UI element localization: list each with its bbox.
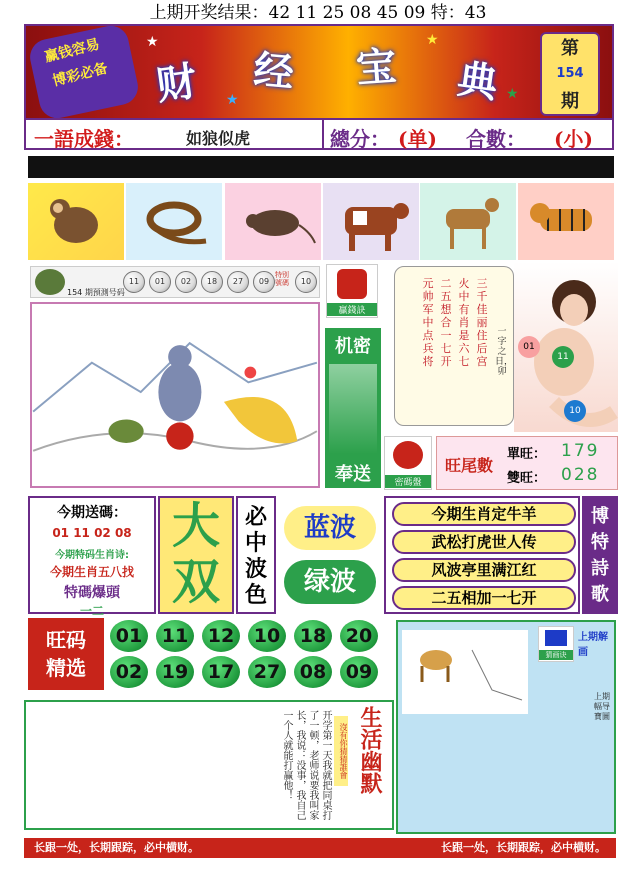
hot-code-ball: 10	[248, 620, 286, 652]
issue-box	[540, 32, 600, 116]
monkey-image	[28, 183, 124, 260]
sum-label: 合數：	[466, 127, 526, 151]
snake-image	[126, 183, 222, 260]
title-char-3: 宝	[354, 42, 398, 93]
secret-bottom: 奉送	[335, 464, 371, 485]
tiger-image	[518, 183, 614, 260]
send-code-numbers: 01 11 02 08	[52, 526, 132, 540]
special-note: 一二	[79, 604, 104, 618]
secret-top: 机密	[335, 336, 371, 357]
poem-line: 二五相加一七开	[392, 586, 576, 610]
prediction-ball: 27	[227, 271, 249, 293]
hot-code-ball: 18	[294, 620, 332, 652]
footer-right: 长跟一处，长期跟踪，必中横财。	[441, 841, 606, 854]
tail-number-box	[436, 436, 618, 490]
info-row	[24, 118, 614, 150]
title-banner	[24, 24, 614, 120]
model-photo	[514, 262, 618, 432]
poem-line: 风波亭里满江红	[392, 558, 576, 582]
phrase-label: 一語成錢：	[34, 127, 134, 151]
special-label: 特别號碼	[275, 271, 289, 287]
send-code-title: 今期送碼：	[57, 505, 127, 521]
title-char-4: 典	[454, 55, 501, 108]
scroll-column: 三千佳丽住后宫	[476, 277, 488, 368]
slogan-line-2: 博彩必备	[51, 60, 110, 90]
special-ball: 10	[295, 271, 317, 293]
poem-line: 武松打虎世人传	[392, 530, 576, 554]
hot-code-ball: 08	[294, 656, 332, 688]
star-icon: ★	[506, 86, 519, 102]
last-result-text: 上期开奖结果：42 11 25 08 45 09 特：43	[149, 3, 487, 23]
blue-wave: 蓝波	[284, 506, 376, 550]
riddle-picture	[30, 302, 320, 488]
sum-value: (小)	[554, 127, 593, 151]
prediction-ball: 01	[149, 271, 171, 293]
rat-image	[225, 183, 321, 260]
poem-scroll	[394, 266, 514, 426]
poem-line: 今期生肖定牛羊	[392, 502, 576, 526]
hot-code-ball: 27	[248, 656, 286, 688]
scroll-column: 二五想合一七开	[440, 277, 452, 368]
hot-code-ball: 17	[202, 656, 240, 688]
big-even-box	[158, 496, 234, 614]
riddle-illustration	[32, 304, 318, 486]
code-box-badge	[384, 436, 432, 490]
single-value: 179	[561, 441, 600, 461]
special-poem-tag	[582, 496, 618, 614]
title-char-1: 财	[153, 57, 200, 110]
double-label: 雙旺：	[507, 471, 547, 486]
star-icon: ★	[146, 34, 159, 50]
humor-text: 开学第一天我就把同桌打了一顿，老师说要我叫家长，我说：没事，我自己一个人就能打赢他！	[281, 710, 331, 820]
winning-tips-label: 贏錢訣	[327, 303, 377, 316]
goat-image	[420, 183, 516, 260]
hot-code-ball: 01	[110, 620, 148, 652]
hot-code-ball: 02	[110, 656, 148, 688]
scroll-column: 元帅军中点兵将	[422, 277, 434, 368]
hot-code-ball: 19	[156, 656, 194, 688]
last-picture-label: 上期解画	[578, 632, 608, 658]
big-top: 大	[171, 498, 220, 554]
photo-ball: 10	[564, 400, 586, 422]
prediction-strip	[30, 266, 320, 298]
tree-icon	[35, 269, 65, 295]
issue-suffix: 期	[561, 91, 579, 112]
last-picture-box	[396, 620, 616, 834]
issue-prefix: 第	[561, 38, 579, 59]
prediction-ball: 18	[201, 271, 223, 293]
double-value: 028	[561, 465, 600, 485]
code-box-label: 密碼盤	[385, 475, 431, 488]
row-divider	[322, 120, 324, 148]
star-icon: ★	[226, 92, 239, 108]
title-char-2: 经	[251, 46, 296, 97]
single-label: 單旺：	[507, 447, 547, 462]
slogan-line-1: 赢钱容易	[43, 36, 102, 66]
footer-left: 长跟一处，长期跟踪，必中横财。	[34, 841, 199, 854]
scroll-column: 火中有肖是六七	[458, 277, 470, 368]
send-code-box	[28, 496, 156, 618]
special-phrase: 特碼爆頭	[64, 585, 120, 601]
hot-code-label-top: 旺码	[46, 628, 86, 652]
special-poem-label: 博特詩歌	[591, 506, 609, 605]
hot-code-ball: 12	[202, 620, 240, 652]
scroll-signature: 一字之日，卯	[495, 327, 514, 377]
photo-ball: 01	[518, 336, 540, 358]
zodiac-title: 今期特码生肖诗:	[55, 550, 129, 561]
humor-title: 生活幽默	[357, 706, 383, 794]
secret-pattern	[329, 364, 377, 454]
prediction-ball: 02	[175, 271, 197, 293]
last-picture-caption: 上期幅导寶圖	[594, 692, 610, 721]
hot-code-ball: 11	[156, 620, 194, 652]
humor-box	[24, 700, 394, 830]
hot-code-ball: 09	[340, 656, 378, 688]
photo-ball: 11	[552, 346, 574, 368]
hot-code-label-bottom: 精选	[46, 656, 86, 680]
phrase-value: 如狼似虎	[186, 129, 251, 148]
big-bottom: 双	[171, 554, 220, 610]
humor-tag: 沒有你猜猜誰會	[334, 716, 348, 786]
easel-icon	[545, 630, 567, 646]
zodiac-poem: 今期生肖五八找	[49, 565, 134, 579]
secret-box	[325, 328, 381, 488]
hand-icon	[393, 441, 423, 469]
green-wave: 绿波	[284, 560, 376, 604]
guess-picture-icon	[538, 626, 574, 662]
winning-tips-badge	[326, 264, 378, 318]
hot-code-ball: 20	[340, 620, 378, 652]
issue-number: 154	[556, 66, 584, 81]
ox-image	[323, 183, 419, 260]
black-bar	[28, 156, 614, 178]
total-value: (单)	[398, 127, 437, 151]
wave-color-label-box	[236, 496, 276, 614]
fist-icon	[337, 269, 367, 299]
tail-label: 旺尾數	[445, 456, 494, 475]
wave-box	[278, 496, 382, 614]
prediction-ball: 11	[123, 271, 145, 293]
guess-picture-badge: 猜画诀	[539, 650, 573, 660]
star-icon: ★	[426, 32, 439, 48]
footer-bar	[24, 838, 616, 858]
prediction-ball: 09	[253, 271, 275, 293]
wave-color-label: 必中波色	[244, 504, 267, 608]
last-picture-sketch	[402, 630, 528, 714]
hot-code-label	[28, 618, 104, 690]
prediction-label: 154 期預測号码	[67, 288, 125, 297]
total-label: 總分：	[330, 127, 390, 151]
